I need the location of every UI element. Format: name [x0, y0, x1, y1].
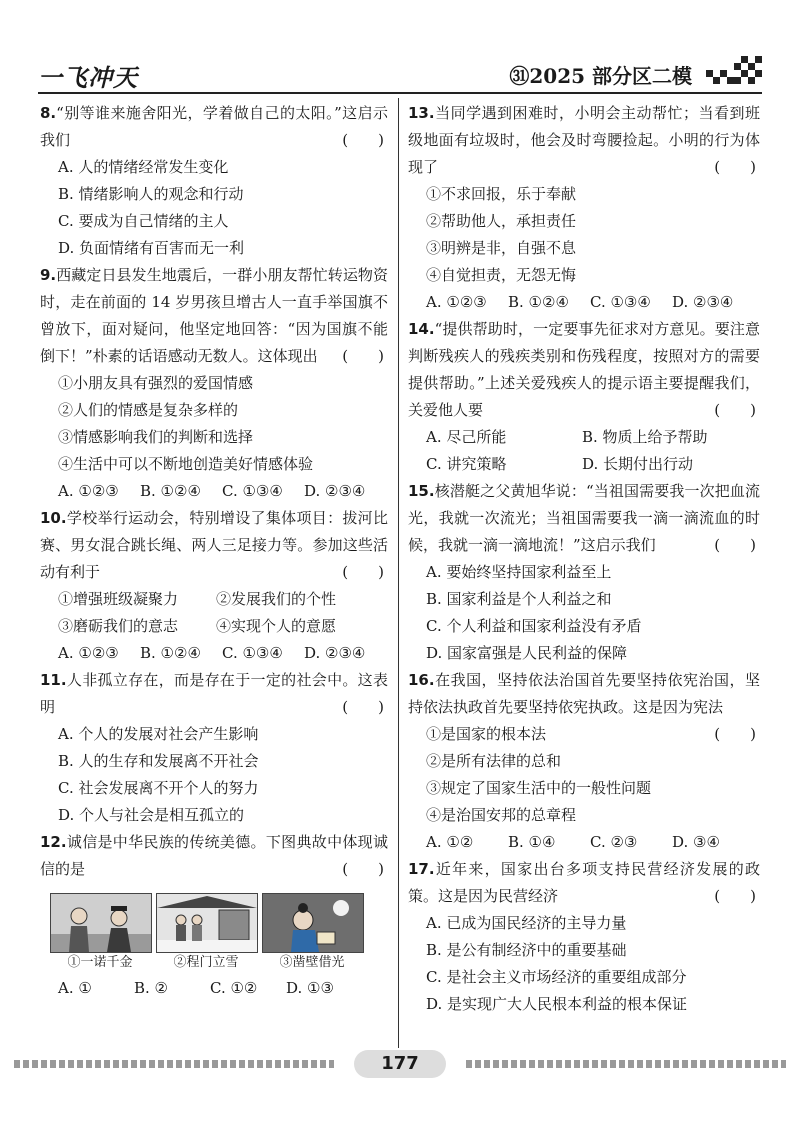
option: B. 情绪影响人的观念和行动 [58, 185, 244, 203]
choice: A. ①② [426, 833, 474, 851]
question-8 [40, 100, 388, 262]
answer-blank: ( ) [342, 131, 384, 149]
question-number: 12. [40, 833, 67, 851]
statement-item: ③明辨是非，自强不息 [426, 239, 577, 257]
footer-ornament [466, 1060, 786, 1068]
statement-item: ②是所有法律的总和 [426, 752, 562, 770]
question-stem: 当同学遇到困难时，小明会主动帮忙；当看到班级地面有垃圾时，他会及时弯腰捡起。小明的行为体现了 [408, 104, 760, 176]
statement-item: ②发展我们的个性 [216, 590, 337, 608]
choice-row [40, 478, 388, 505]
option: A. 已成为国民经济的主导力量 [426, 914, 627, 932]
answer-blank: ( ) [342, 563, 384, 581]
choice-row [408, 424, 760, 451]
statement-row [40, 586, 388, 613]
checker-pattern-icon [706, 56, 762, 84]
page-number: 177 [354, 1050, 446, 1078]
page-footer [0, 1050, 800, 1080]
option: A. 人的情绪经常发生变化 [58, 158, 229, 176]
choice: A. ① [58, 979, 92, 997]
choice: A. 尽己所能 [426, 428, 507, 446]
question-11 [40, 667, 388, 829]
question-16 [408, 667, 760, 856]
story-picture-2 [156, 893, 258, 953]
option: D. 是实现广大人民根本利益的根本保证 [426, 995, 688, 1013]
story-picture-1 [50, 893, 152, 953]
choice: B. ①②④ [508, 293, 569, 311]
statement-item: ②帮助他人，承担责任 [426, 212, 577, 230]
illustration [50, 893, 150, 973]
statement-row [40, 613, 388, 640]
question-15 [408, 478, 760, 667]
illustration-row [50, 893, 388, 973]
statement-item: ④生活中可以不断地创造美好情感体验 [58, 455, 314, 473]
statement-item: ①是国家的根本法 [426, 725, 547, 743]
illustration-caption: ②程门立雪 [173, 955, 239, 970]
question-9 [40, 262, 388, 505]
option: B. 人的生存和发展离不开社会 [58, 752, 259, 770]
answer-blank: ( ) [342, 347, 384, 365]
question-number: 10. [40, 509, 67, 527]
footer-ornament [14, 1060, 334, 1068]
statement-item: ④是治国安邦的总章程 [426, 806, 577, 824]
option: D. 国家富强是人民利益的保障 [426, 644, 628, 662]
choice: A. ①②③ [426, 293, 487, 311]
question-stem: 在我国，坚持依法治国首先要坚持依宪治国，坚持依法执政首先要坚持依宪执政。这是因为宪法 [408, 671, 760, 716]
option: D. 个人与社会是相互孤立的 [58, 806, 245, 824]
choice: C. ①③④ [590, 293, 651, 311]
choice: B. 物质上给予帮助 [582, 428, 708, 446]
question-number: 16. [408, 671, 435, 689]
option: A. 个人的发展对社会产生影响 [58, 725, 259, 743]
choice: C. ①③④ [222, 482, 283, 500]
choice: C. 讲究策略 [426, 455, 507, 473]
question-12 [40, 829, 388, 1002]
statement-item: ③情感影响我们的判断和选择 [58, 428, 254, 446]
choice: C. ②③ [590, 833, 638, 851]
choice: D. ①③ [286, 979, 334, 997]
question-stem: 西藏定日县发生地震后，一群小朋友帮忙转运物资时，走在前面的 14 岁男孩旦增古人一直手举国旗不曾放下，面对疑问，他坚定地回答：“因为国旗不能倒下！”朴素的话语感动无数人。这体现出 [40, 266, 388, 365]
statement-item: ④实现个人的意愿 [216, 617, 337, 635]
option: B. 国家利益是个人利益之和 [426, 590, 612, 608]
statement-item: ②人们的情感是复杂多样的 [58, 401, 239, 419]
question-number: 11. [40, 671, 67, 689]
brand-logo: 一飞冲天 [38, 64, 138, 92]
answer-blank: ( ) [714, 158, 756, 176]
choice-row [40, 975, 388, 1002]
choice: D. ②③④ [304, 482, 366, 500]
option: C. 个人利益和国家利益没有矛盾 [426, 617, 642, 635]
option: C. 社会发展离不开个人的努力 [58, 779, 259, 797]
question-14 [408, 316, 760, 478]
left-column [40, 100, 388, 1002]
answer-blank: ( ) [714, 536, 756, 554]
option: C. 是社会主义市场经济的重要组成部分 [426, 968, 687, 986]
question-stem: 人非孤立存在，而是存在于一定的社会中。这表明 [40, 671, 388, 716]
question-stem: “提供帮助时，一定要事先征求对方意见。要注意判断残疾人的残疾类别和伤残程度，按照对方的需要提供帮助。”上述关爱残疾人的提示语主要提醒我们，关爱他人要 [408, 320, 760, 419]
question-10 [40, 505, 388, 667]
column-divider [398, 98, 399, 1048]
right-column [408, 100, 760, 1018]
statement-item: ④自觉担责，无怨无悔 [426, 266, 577, 284]
statement-item: ③规定了国家生活中的一般性问题 [426, 779, 652, 797]
question-number: 9. [40, 266, 57, 284]
statement-item: ①不求回报，乐于奉献 [426, 185, 577, 203]
option: B. 是公有制经济中的重要基础 [426, 941, 627, 959]
question-stem: 诚信是中华民族的传统美德。下图典故中体现诚信的是 [40, 833, 388, 878]
choice: D. ②③④ [672, 293, 734, 311]
illustration-caption: ③凿壁借光 [279, 955, 345, 970]
illustration [262, 893, 362, 973]
illustration-caption: ①一诺千金 [67, 955, 133, 970]
choice: B. ①④ [508, 833, 556, 851]
choice-row [408, 829, 760, 856]
series-title: ㉛2025 部分区二模 [509, 64, 692, 88]
choice: A. ①②③ [58, 482, 119, 500]
choice-row [40, 640, 388, 667]
question-number: 14. [408, 320, 435, 338]
option: A. 要始终坚持国家利益至上 [426, 563, 612, 581]
illustration [156, 893, 256, 973]
question-13 [408, 100, 760, 316]
statement-item: ①小朋友具有强烈的爱国情感 [58, 374, 254, 392]
choice: B. ①②④ [140, 482, 201, 500]
question-number: 17. [408, 860, 435, 878]
choice: D. 长期付出行动 [582, 455, 694, 473]
statement-item: ③磨砺我们的意志 [58, 617, 179, 635]
choice: B. ①②④ [140, 644, 201, 662]
choice: B. ② [134, 979, 169, 997]
answer-blank: ( ) [714, 725, 756, 743]
option: C. 要成为自己情绪的主人 [58, 212, 229, 230]
answer-blank: ( ) [714, 887, 756, 905]
choice: C. ①② [210, 979, 258, 997]
answer-blank: ( ) [342, 698, 384, 716]
statement-item: ①增强班级凝聚力 [58, 590, 179, 608]
question-number: 13. [408, 104, 435, 122]
choice: D. ②③④ [304, 644, 366, 662]
answer-blank: ( ) [714, 401, 756, 419]
page-header [38, 52, 762, 92]
choice-row [408, 289, 760, 316]
question-stem: 核潜艇之父黄旭华说：“当祖国需要我一次把血流光，我就一次流光；当祖国需要我一滴一滴流血的时候，我就一滴一滴地流！”这启示我们 [408, 482, 760, 554]
question-17 [408, 856, 760, 1018]
story-picture-3 [262, 893, 364, 953]
header-rule [38, 92, 762, 94]
option: D. 负面情绪有百害而无一利 [58, 239, 245, 257]
choice: D. ③④ [672, 833, 720, 851]
choice: C. ①③④ [222, 644, 283, 662]
question-stem: “别等谁来施舍阳光，学着做自己的太阳。”这启示我们 [40, 104, 388, 149]
question-number: 8. [40, 104, 57, 122]
question-stem: 学校举行运动会，特别增设了集体项目：拔河比赛、男女混合跳长绳、两人三足接力等。参加这些活动有利于 [40, 509, 388, 581]
answer-blank: ( ) [342, 860, 384, 878]
choice-row [408, 451, 760, 478]
question-number: 15. [408, 482, 435, 500]
question-stem: 近年来，国家出台多项支持民营经济发展的政策。这是因为民营经济 [408, 860, 760, 905]
choice: A. ①②③ [58, 644, 119, 662]
